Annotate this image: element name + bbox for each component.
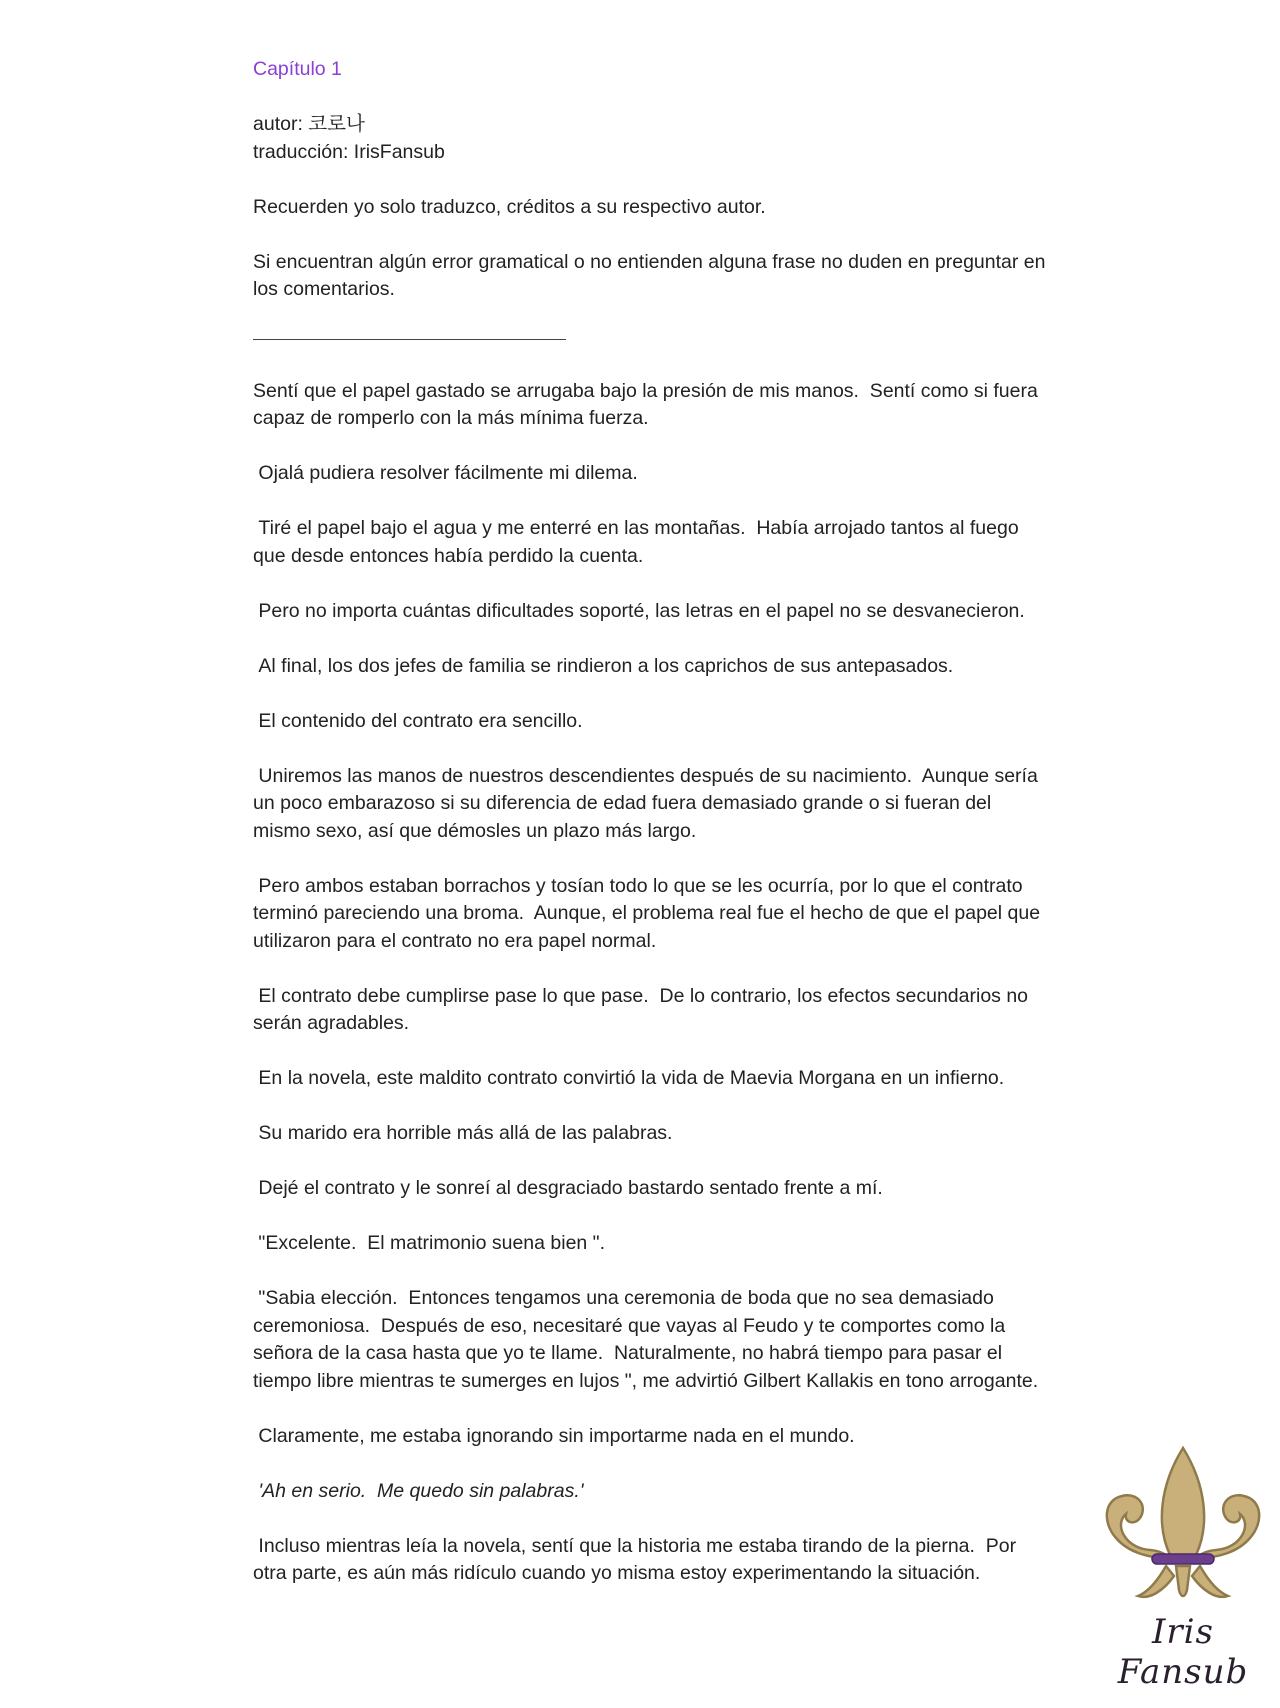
paragraph: "Sabia elección. Entonces tengamos una ceremonia de boda que no sea demasiado ceremoniosa. Después de eso, necesitaré que vayas al Feudo y te comportes como la señora de la casa hasta que yo te llame. Naturalmente, no habrá tiempo para pasar el tiempo libre mientras te sumerges en lujos ", me advirtió Gilbert Kallakis en tono arrogante. — [253, 1287, 1039, 1392]
paragraph: Incluso mientras leía la novela, sentí que la historia me estaba tirando de la pierna. Por otra parte, es aún más ridículo cuando yo misma estoy experimentando la situación. — [253, 1534, 1022, 1584]
paragraph: Al final, los dos jefes de familia se rindieron a los caprichos de sus antepasados. — [253, 654, 954, 677]
paragraph: Pero no importa cuántas dificultades soporté, las letras en el papel no se desvanecieron. — [253, 599, 1025, 622]
paragraph: Dejé el contrato y le sonreí al desgraciado bastardo sentado frente a mí. — [253, 1177, 883, 1199]
section-divider — [253, 339, 566, 340]
comments-note: Si encuentran algún error gramatical o no entienden alguna frase no duden en preguntar en los comentarios. — [253, 250, 1051, 300]
translator-note: Recuerden yo solo traduzco, créditos a su respectivo autor. — [253, 195, 766, 218]
chapter-title: Capítulo 1 — [253, 58, 342, 80]
watermark-logo — [1088, 1440, 1278, 1692]
paragraph: Su marido era horrible más allá de las palabras. — [253, 1122, 673, 1144]
paragraph: El contenido del contrato era sencillo. — [253, 709, 583, 732]
credits-block — [253, 111, 1053, 166]
paragraph: Sentí que el papel gastado se arrugaba bajo la presión de mis manos. Sentí como si fuera capaz de romperlo con la más mínima fuerza. — [253, 379, 1044, 429]
paragraph: Pero ambos estaban borrachos y tosían todo lo que se les ocurría, por lo que el contrato terminó pareciendo una broma. Aunque, el problema real fue el hecho de que el papel que utilizaron para el contrato no era papel normal. — [253, 874, 1046, 952]
author-line: autor: 코로나 — [253, 113, 365, 135]
paragraph: El contrato debe cumplirse pase lo que pase. De lo contrario, los efectos secundarios no serán agradables. — [253, 984, 1034, 1034]
paragraph: "Excelente. El matrimonio suena bien ". — [253, 1232, 606, 1254]
watermark-text: Iris Fansub — [1117, 1612, 1249, 1692]
paragraph: Tiré el papel bajo el agua y me enterré en las montañas. Había arrojado tantos al fuego que desde entonces había perdido la cuenta. — [253, 517, 1025, 567]
translation-line: traducción: IrisFansub — [253, 140, 445, 163]
document-content — [253, 56, 1053, 1615]
paragraph: Claramente, me estaba ignorando sin importarme nada en el mundo. — [253, 1424, 855, 1447]
paragraph: En la novela, este maldito contrato convirtió la vida de Maevia Morgana en un infierno. — [253, 1067, 1005, 1089]
fleur-de-lis-icon — [1088, 1440, 1278, 1620]
inner-thought-paragraph: 'Ah en serio. Me quedo sin palabras.' — [253, 1479, 584, 1502]
paragraph: Ojalá pudiera resolver fácilmente mi dilema. — [253, 462, 638, 484]
paragraph: Uniremos las manos de nuestros descendientes después de su nacimiento. Aunque sería un poco embarazoso si su diferencia de edad fuera demasiado grande o si fueran del mismo sexo, así que démosles un plazo más largo. — [253, 764, 1044, 842]
